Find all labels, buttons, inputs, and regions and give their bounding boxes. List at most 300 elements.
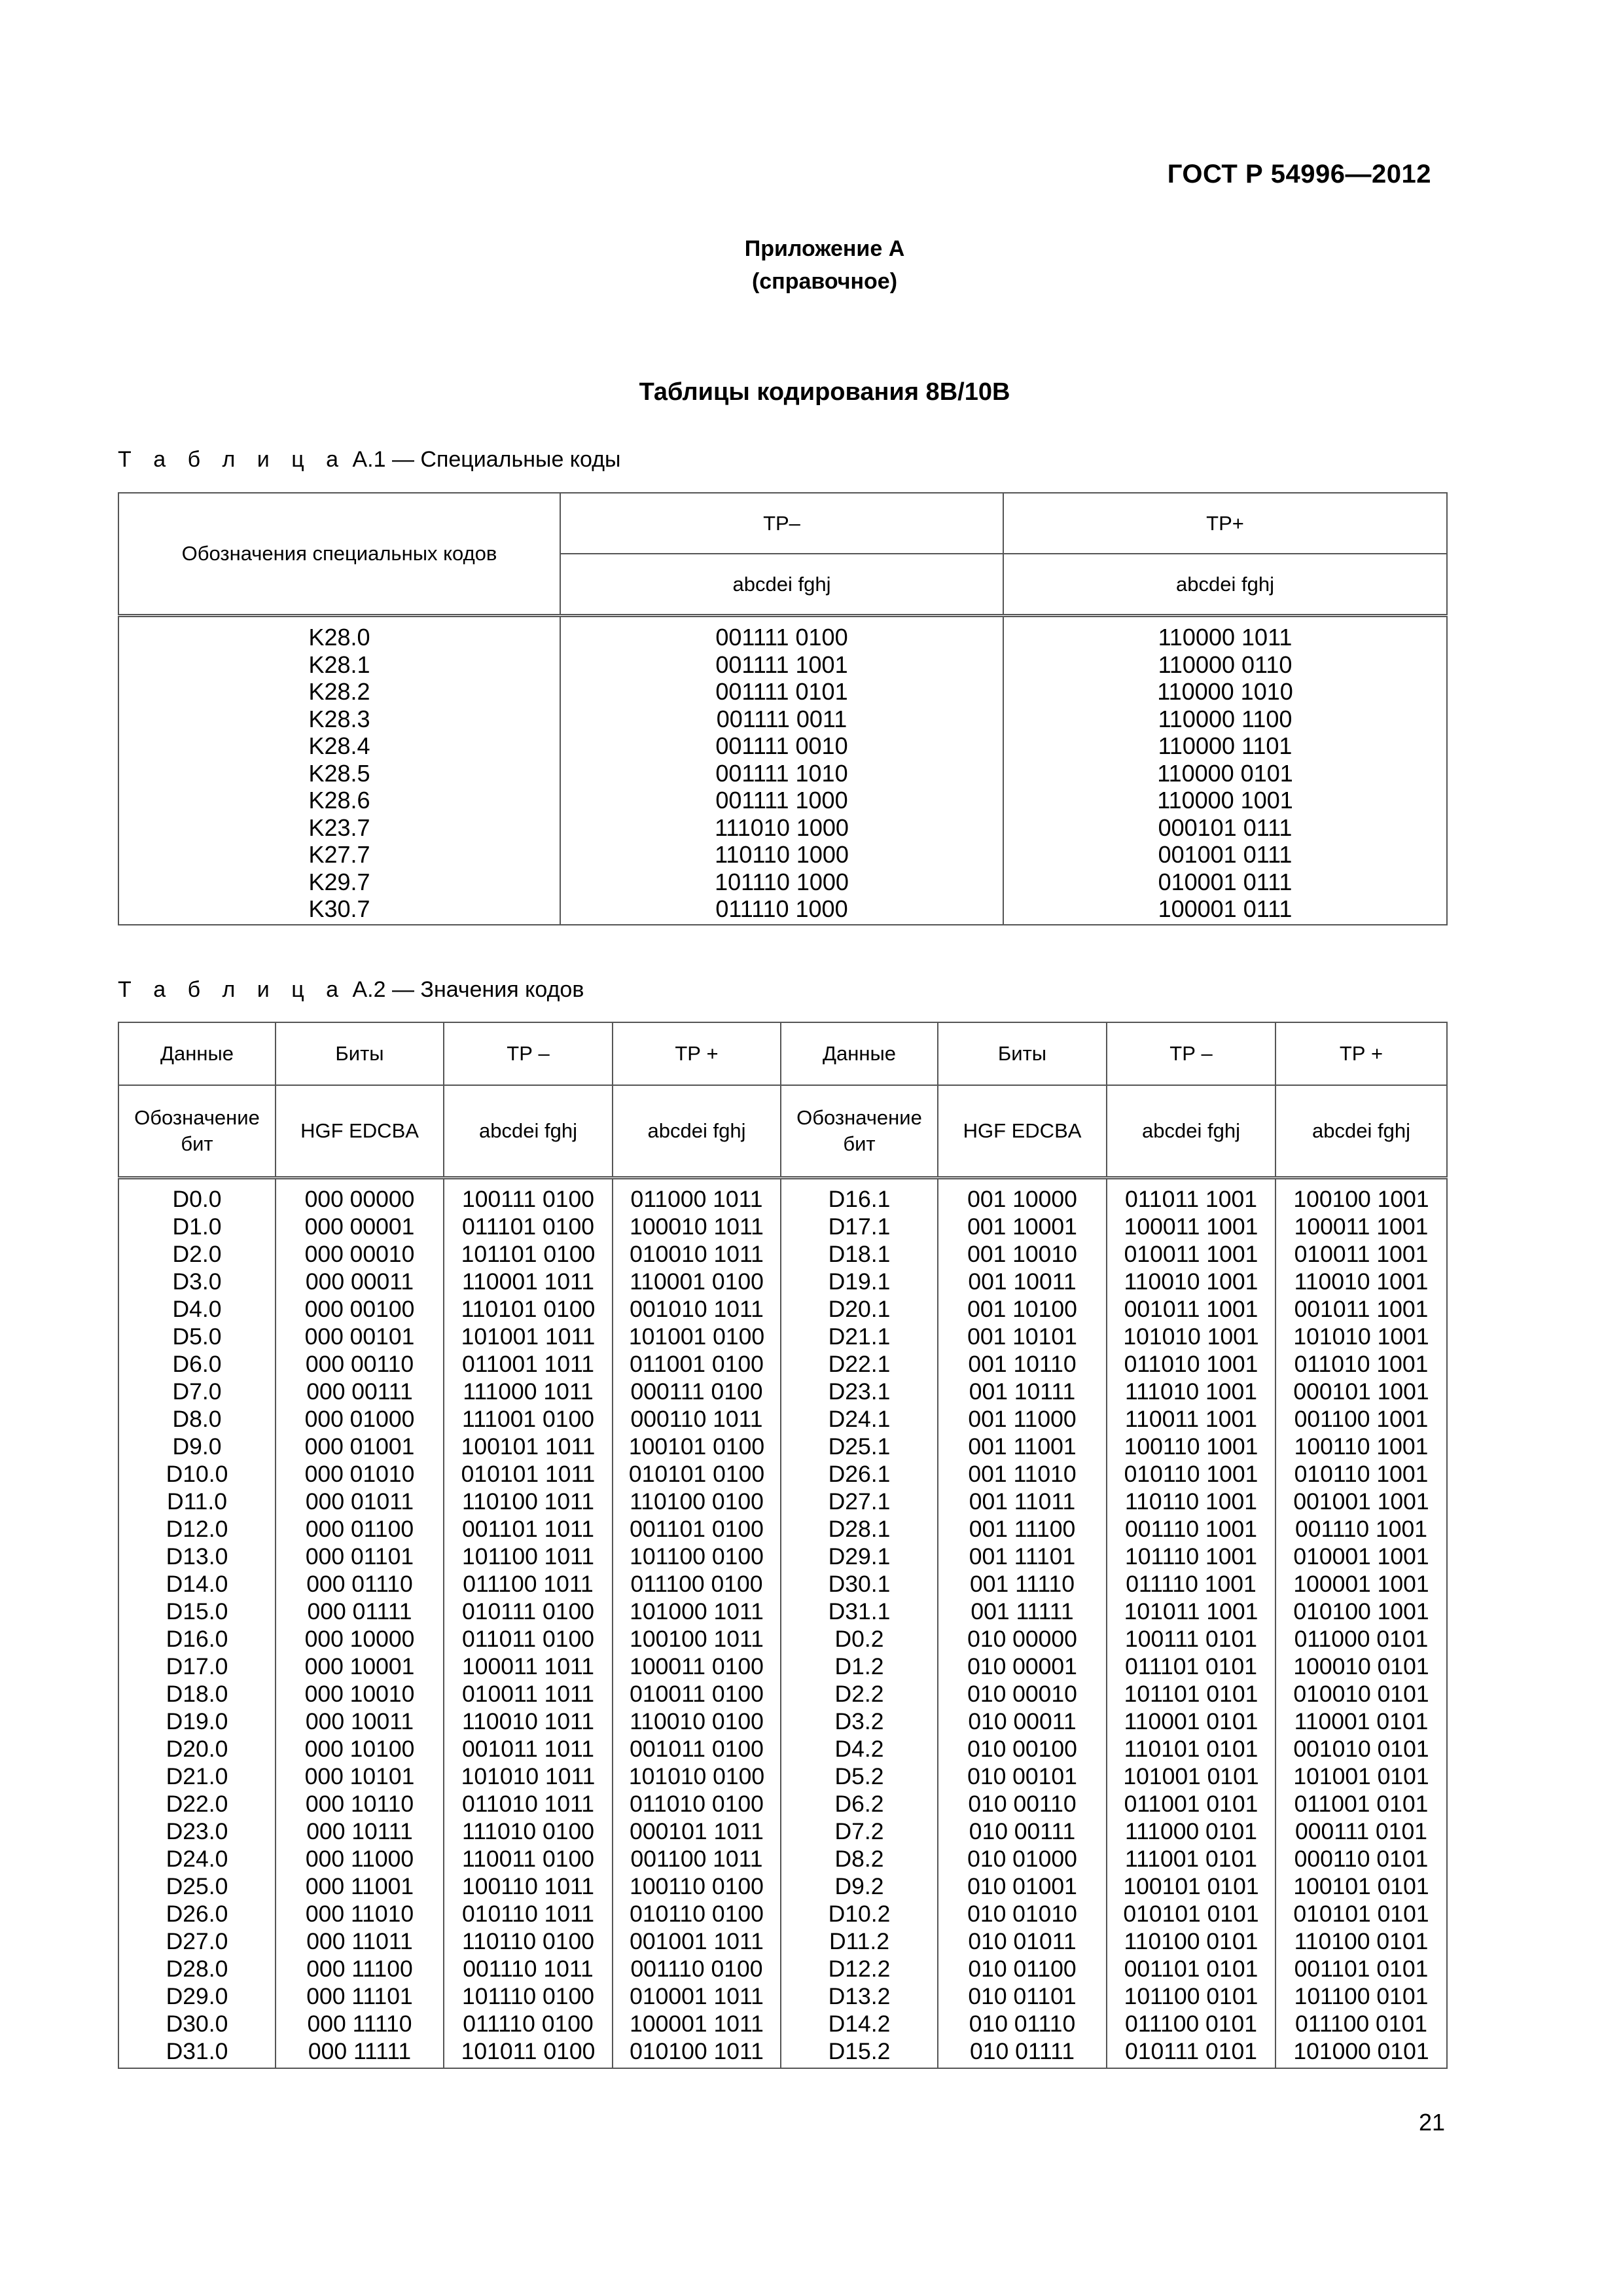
table2-caption-text: А.2 — Значения кодов: [352, 977, 584, 1002]
table-cell: 000 00000: [304, 1186, 415, 1212]
table-cell: 010 01100: [968, 1956, 1077, 1982]
table-cell: 001111 1001: [715, 651, 848, 678]
table-cell: 101101 0101: [1124, 1681, 1258, 1707]
tp-plus-column: [613, 1178, 781, 2069]
table-cell: K28.3: [308, 705, 370, 732]
tp-minus-header: ТР –: [1107, 1022, 1275, 1085]
table-cell: 100100 1011: [630, 1626, 764, 1652]
tp-minus-column: [444, 1178, 613, 2069]
table-cell: 011010 1001: [1294, 1351, 1429, 1377]
hgf-edcba-header: HGF EDCBA: [938, 1085, 1107, 1178]
table-cell: 001001 1011: [630, 1928, 764, 1954]
table-cell: D22.0: [166, 1791, 228, 1817]
table-cell: 010 01000: [967, 1846, 1077, 1872]
table-cell: 101010 1011: [461, 1763, 596, 1789]
table-cell: 000 10010: [304, 1681, 415, 1707]
table-cell: D19.0: [166, 1708, 228, 1734]
table-cell: D9.2: [834, 1873, 884, 1899]
table-cell: 000111 0101: [1294, 1818, 1428, 1844]
table-cell: 100001 1011: [630, 2011, 764, 2037]
table-cell: 110100 0101: [1294, 1928, 1429, 1954]
table-cell: 111000 1011: [463, 1378, 594, 1405]
table-cell: D15.0: [166, 1598, 228, 1624]
tp-minus-column: [560, 616, 1003, 925]
table-cell: 101110 1001: [1124, 1543, 1258, 1570]
table1-caption-label: Т а б л и ц а: [118, 447, 347, 472]
table-cell: D6.0: [172, 1351, 222, 1377]
table-cell: 001111 1000: [715, 787, 848, 814]
table-cell: 010010 1011: [630, 1241, 764, 1267]
table-cell: 100001 1001: [1293, 1571, 1429, 1597]
table-cell: 010 00111: [969, 1818, 1076, 1844]
table-cell: 111001 0100: [461, 1406, 595, 1432]
table-cell: 001 10010: [967, 1241, 1077, 1267]
table-cell: 001 11000: [968, 1406, 1077, 1432]
table-cell: 101100 0101: [1124, 1983, 1258, 2009]
table-cell: 001001 0111: [1158, 841, 1293, 868]
tp-plus-header: ТР +: [1275, 1022, 1447, 1085]
table-cell: D22.1: [828, 1351, 891, 1377]
table2-caption: [118, 977, 584, 1003]
table-cell: D17.0: [166, 1653, 228, 1679]
table-cell: 011000 1011: [630, 1186, 763, 1212]
table-cell: D24.1: [828, 1406, 891, 1432]
table-cell: D18.0: [166, 1681, 228, 1707]
table-cell: D13.2: [828, 1983, 891, 2009]
table-cell: D0.0: [172, 1186, 222, 1212]
table-cell: 011110 1001: [1126, 1571, 1257, 1597]
table-cell: 101000 1011: [630, 1598, 764, 1624]
table-cell: 110010 1001: [1294, 1268, 1429, 1295]
abcdei-fghj-header: abcdei fghj: [444, 1085, 613, 1178]
table-cell: 000 01100: [305, 1516, 414, 1542]
table-cell: D30.1: [828, 1571, 891, 1597]
table-cell: D23.0: [166, 1818, 228, 1844]
table1-caption: [118, 447, 621, 473]
table-cell: 011001 0101: [1124, 1791, 1258, 1817]
table-cell: 100101 1011: [461, 1433, 596, 1460]
table-cell: 010 01111: [970, 2038, 1075, 2064]
table-cell: D19.1: [828, 1268, 891, 1295]
table-cell: D27.0: [166, 1928, 228, 1954]
table-cell: 001101 0101: [1124, 1956, 1258, 1982]
table-cell: D23.1: [828, 1378, 891, 1405]
table-cell: D26.0: [166, 1901, 228, 1927]
section-title: [0, 378, 1623, 406]
table-cell: 011101 0100: [461, 1213, 595, 1240]
table-cell: 001111 0101: [715, 678, 848, 705]
table-cell: 011100 0101: [1124, 2011, 1258, 2037]
table-cell: K28.2: [308, 678, 370, 705]
appendix-title: Приложение А: [744, 236, 905, 261]
designation-header: Обозначение бит: [118, 1085, 276, 1178]
table-cell: D13.0: [166, 1543, 228, 1570]
table-body-row: [118, 1178, 1447, 2069]
data-column: [118, 1178, 276, 2069]
table-cell: D9.0: [172, 1433, 222, 1460]
table-cell: 101100 0101: [1294, 1983, 1429, 2009]
table-cell: 001011 0100: [630, 1736, 764, 1762]
table-cell: D4.2: [834, 1736, 884, 1762]
table-cell: 010001 0111: [1158, 868, 1293, 895]
table-cell: 010011 0100: [630, 1681, 764, 1707]
abcdei-fghj-header: abcdei fghj: [613, 1085, 781, 1178]
table-cell: 001 11010: [968, 1461, 1077, 1487]
table-cell: 110000 0110: [1158, 651, 1293, 678]
table-cell: 000 00100: [304, 1296, 415, 1322]
table-cell: 000 10011: [305, 1708, 414, 1734]
table-cell: 000 11111: [308, 2038, 412, 2064]
table-cell: 110001 0101: [1294, 1708, 1429, 1734]
table-cell: 100110 1001: [1294, 1433, 1429, 1460]
table-cell: 010101 0101: [1293, 1901, 1429, 1927]
table-cell: 110010 0100: [630, 1708, 764, 1734]
table-cell: D5.2: [834, 1763, 884, 1789]
table-cell: 000 10111: [306, 1818, 413, 1844]
table-cell: D25.1: [828, 1433, 891, 1460]
table-cell: D3.0: [172, 1268, 222, 1295]
page-number: 21: [1418, 2109, 1445, 2136]
table-cell: 001101 0101: [1294, 1956, 1429, 1982]
table-cell: 001 10110: [968, 1351, 1077, 1377]
table-cell: D24.0: [166, 1846, 228, 1872]
table-cell: 110001 1011: [461, 1268, 595, 1295]
table-cell: D31.0: [166, 2038, 228, 2064]
table-cell: D21.0: [166, 1763, 228, 1789]
table-cell: 000110 1011: [630, 1406, 763, 1432]
appendix-type: (справочное): [751, 269, 898, 294]
table-cell: 000 00010: [304, 1241, 415, 1267]
table-cell: D16.1: [828, 1186, 891, 1212]
table-cell: 001 11100: [969, 1516, 1076, 1542]
special-code-column: [118, 616, 560, 925]
table-cell: 001 10111: [969, 1378, 1076, 1405]
table-cell: 010100 1001: [1293, 1598, 1429, 1624]
table-cell: D4.0: [172, 1296, 222, 1322]
table-cell: 000 10000: [304, 1626, 415, 1652]
table-cell: D20.1: [828, 1296, 891, 1322]
table-cell: 111010 1001: [1124, 1378, 1258, 1405]
table-cell: 000 01011: [305, 1488, 414, 1515]
table-cell: 101100 0100: [630, 1543, 764, 1570]
table-cell: 000 01101: [305, 1543, 414, 1570]
table-cell: K28.1: [308, 651, 370, 678]
table-cell: K28.5: [308, 759, 370, 787]
table-cell: 001110 1001: [1124, 1516, 1258, 1542]
table-cell: 001 11001: [968, 1433, 1077, 1460]
table-cell: 000 10101: [304, 1763, 415, 1789]
table-cell: 101001 0100: [628, 1323, 765, 1350]
tp-plus-column: [1003, 616, 1447, 925]
table-cell: 110000 1011: [1158, 624, 1293, 651]
table-cell: 101011 0100: [461, 2038, 596, 2064]
table-cell: 010 00000: [967, 1626, 1077, 1652]
abcdei-fghj-header: abcdei fghj: [1107, 1085, 1275, 1178]
table-cell: 100110 1001: [1124, 1433, 1258, 1460]
tp-plus-column: [1275, 1178, 1447, 2069]
table-cell: 011010 0100: [630, 1791, 764, 1817]
table-cell: 100001 0111: [1158, 895, 1293, 922]
table-cell: D31.1: [828, 1598, 891, 1624]
table-cell: D17.1: [828, 1213, 891, 1240]
table-cell: 000111 0100: [630, 1378, 763, 1405]
table-cell: 000110 0101: [1294, 1846, 1429, 1872]
table-cell: 010101 0101: [1123, 1901, 1259, 1927]
table-cell: D28.0: [166, 1956, 228, 1982]
table-cell: 010 01010: [967, 1901, 1077, 1927]
table-cell: 010101 0100: [628, 1461, 765, 1487]
table-cell: D3.2: [834, 1708, 884, 1734]
table-cell: K23.7: [308, 814, 370, 841]
table-cell: 010110 1001: [1294, 1461, 1429, 1487]
table-cell: 001 11110: [970, 1571, 1075, 1597]
table-cell: 110001 0100: [630, 1268, 764, 1295]
bits-header: Биты: [276, 1022, 444, 1085]
table-cell: 011001 1011: [461, 1351, 595, 1377]
table-cell: 010100 1011: [630, 2038, 764, 2064]
table-cell: D15.2: [828, 2038, 891, 2064]
table2-caption-label: Т а б л и ц а: [118, 977, 347, 1002]
table-cell: 101110 0100: [461, 1983, 595, 2009]
table-cell: 001111 0100: [715, 624, 848, 651]
table-cell: 110010 1001: [1124, 1268, 1258, 1295]
table-cell: 101100 1011: [461, 1543, 595, 1570]
table-cell: 010101 1011: [461, 1461, 596, 1487]
table-cell: 101010 1001: [1293, 1323, 1429, 1350]
table-cell: 110000 1001: [1157, 787, 1293, 814]
table-cell: 101101 0100: [461, 1241, 596, 1267]
table-cell: 000101 1001: [1293, 1378, 1429, 1405]
table-cell: 110010 1011: [461, 1708, 595, 1734]
table-cell: K27.7: [308, 841, 370, 868]
table-cell: 001101 0100: [630, 1516, 764, 1542]
table-cell: 010 01001: [967, 1873, 1077, 1899]
table-cell: 001010 1011: [630, 1296, 764, 1322]
table-cell: D2.2: [834, 1681, 884, 1707]
table-cell: 011100 0101: [1294, 2011, 1428, 2037]
table-cell: 110101 0100: [461, 1296, 596, 1322]
tp-plus-header: ТР +: [613, 1022, 781, 1085]
table-cell: 001 11011: [969, 1488, 1076, 1515]
bits-header: Биты: [938, 1022, 1107, 1085]
table-cell: 011001 0100: [630, 1351, 764, 1377]
table-cell: 000 10110: [305, 1791, 414, 1817]
table-cell: 010 00101: [967, 1763, 1077, 1789]
table-cell: 010111 0101: [1124, 2038, 1258, 2064]
table-cell: 110100 0100: [630, 1488, 764, 1515]
table-cell: 001111 0010: [715, 732, 848, 759]
table-cell: 001011 1001: [1124, 1296, 1258, 1322]
table-cell: D21.1: [828, 1323, 891, 1350]
table1-caption-text: А.1 — Специальные коды: [352, 447, 621, 472]
table-cell: 000 00011: [305, 1268, 414, 1295]
table-cell: 000 10100: [304, 1736, 415, 1762]
table-cell: 010110 0100: [630, 1901, 764, 1927]
tp-minus-bits-header: abcdei fghj: [560, 554, 1003, 616]
table-cell: 000 11010: [305, 1901, 414, 1927]
table-cell: 110110 1001: [1124, 1488, 1258, 1515]
table-cell: 000 01001: [304, 1433, 415, 1460]
table-cell: 100011 0100: [630, 1653, 764, 1679]
designation-header: Обозначение бит: [781, 1085, 938, 1178]
table-cell: 010001 1011: [630, 1983, 764, 2009]
table-cell: 100111 0101: [1124, 1626, 1258, 1652]
table-cell: 010001 1001: [1293, 1543, 1429, 1570]
bits-column: [938, 1178, 1107, 2069]
tp-plus-header: ТР+: [1003, 493, 1447, 554]
table-cell: 000 11110: [307, 2011, 412, 2037]
table-cell: 010011 1001: [1124, 1241, 1258, 1267]
table-cell: 010 01101: [968, 1983, 1077, 2009]
table-cell: 001100 1001: [1294, 1406, 1429, 1432]
table-cell: 001111 1010: [715, 759, 848, 787]
table-cell: 101010 1001: [1123, 1323, 1259, 1350]
table-cell: 010 00001: [967, 1653, 1077, 1679]
table-cell: 010010 0101: [1293, 1681, 1429, 1707]
table-cell: 001 10000: [967, 1186, 1077, 1212]
abcdei-fghj-header: abcdei fghj: [1275, 1085, 1447, 1178]
table-cell: 110000 1101: [1158, 732, 1293, 759]
table-cell: D27.1: [828, 1488, 891, 1515]
table-cell: 111000 0101: [1124, 1818, 1258, 1844]
table-cell: 001010 0101: [1293, 1736, 1429, 1762]
table-cell: 000 00110: [305, 1351, 414, 1377]
table-cell: 111010 1000: [715, 814, 849, 841]
tp-minus-header: ТР–: [560, 493, 1003, 554]
special-codes-table: [118, 492, 1448, 925]
table-cell: D7.0: [172, 1378, 222, 1405]
data-header: Данные: [781, 1022, 938, 1085]
table-cell: 010 00010: [967, 1681, 1077, 1707]
table-cell: 101001 1011: [461, 1323, 596, 1350]
table-cell: 110110 0100: [461, 1928, 595, 1954]
table-cell: 110000 1010: [1157, 678, 1293, 705]
table-cell: 010 00100: [967, 1736, 1077, 1762]
table-cell: 011100 0100: [630, 1571, 763, 1597]
table-cell: 000 00101: [304, 1323, 415, 1350]
table-cell: D30.0: [166, 2011, 228, 2037]
bits-column: [276, 1178, 444, 2069]
table-cell: 001111 0011: [716, 705, 847, 732]
table-cell: 000 01111: [307, 1598, 412, 1624]
table-cell: 000 10001: [304, 1653, 415, 1679]
table-cell: 110100 0101: [1124, 1928, 1258, 1954]
table-cell: D8.2: [834, 1846, 884, 1872]
table-cell: D25.0: [166, 1873, 228, 1899]
table-cell: 100011 1001: [1294, 1213, 1429, 1240]
table-cell: 010110 1001: [1124, 1461, 1258, 1487]
table-cell: 100101 0101: [1123, 1873, 1259, 1899]
table-cell: D0.2: [834, 1626, 884, 1652]
table-cell: 100011 1011: [461, 1653, 595, 1679]
table-cell: 111001 0101: [1124, 1846, 1258, 1872]
table-cell: 001 10001: [967, 1213, 1077, 1240]
table-cell: 101110 1000: [715, 868, 849, 895]
table-cell: 001 10011: [968, 1268, 1077, 1295]
tp-plus-bits-header: abcdei fghj: [1003, 554, 1447, 616]
table-cell: 001 11101: [969, 1543, 1076, 1570]
table-cell: 100100 1001: [1293, 1186, 1429, 1212]
table-cell: 100111 0100: [461, 1186, 595, 1212]
table-cell: 000 11100: [306, 1956, 413, 1982]
appendix-heading: [0, 232, 1623, 298]
table-cell: 001001 1001: [1293, 1488, 1429, 1515]
table-cell: 010011 1001: [1294, 1241, 1429, 1267]
table-cell: 000 01010: [304, 1461, 415, 1487]
table-cell: D11.2: [829, 1928, 890, 1954]
table-cell: 010 01110: [969, 2011, 1076, 2037]
table-cell: D28.1: [828, 1516, 891, 1542]
table-cell: D26.1: [828, 1461, 891, 1487]
table-cell: 000101 1011: [630, 1818, 764, 1844]
table-cell: 000 00001: [304, 1213, 415, 1240]
table-cell: 001 10101: [967, 1323, 1077, 1350]
table-cell: 101000 0101: [1293, 2038, 1429, 2064]
table-cell: 011000 0101: [1294, 1626, 1429, 1652]
table-cell: D8.0: [172, 1406, 222, 1432]
table-cell: K28.6: [308, 787, 370, 814]
table-cell: 110000 0101: [1157, 759, 1293, 787]
table-cell: D2.0: [172, 1241, 222, 1267]
document-code: ГОСТ Р 54996—2012: [1167, 160, 1431, 188]
table-cell: D12.2: [828, 1956, 891, 1982]
table-cell: 100010 0101: [1293, 1653, 1429, 1679]
table-cell: 000 11011: [306, 1928, 413, 1954]
table-cell: K30.7: [308, 895, 370, 922]
hgf-edcba-header: HGF EDCBA: [276, 1085, 444, 1178]
table-cell: 100011 1001: [1124, 1213, 1258, 1240]
tp-minus-header: ТР –: [444, 1022, 613, 1085]
table-cell: 100101 0101: [1293, 1873, 1429, 1899]
table-cell: 001110 1001: [1294, 1516, 1428, 1542]
table-cell: 110011 1001: [1124, 1406, 1258, 1432]
table-cell: 100010 1011: [630, 1213, 764, 1240]
table-cell: 010110 1011: [461, 1901, 595, 1927]
table-cell: 101001 0101: [1293, 1763, 1429, 1789]
table-cell: 101011 1001: [1124, 1598, 1258, 1624]
table-cell: D14.2: [828, 2011, 891, 2037]
table-cell: 011101 0101: [1124, 1653, 1258, 1679]
table-cell: 000 11000: [305, 1846, 414, 1872]
table-cell: D1.0: [172, 1213, 222, 1240]
section-title-text: Таблицы кодирования 8В/10В: [639, 378, 1010, 406]
data-column: [781, 1178, 938, 2069]
table-cell: D5.0: [172, 1323, 222, 1350]
table-cell: D14.0: [166, 1571, 228, 1597]
table-cell: 110011 0100: [461, 1846, 595, 1872]
table-cell: D1.2: [834, 1653, 884, 1679]
table-cell: D29.0: [166, 1983, 228, 2009]
table-cell: 010 00011: [968, 1708, 1077, 1734]
table-cell: 010 00110: [968, 1791, 1077, 1817]
table-cell: 011011 0100: [461, 1626, 595, 1652]
code-values-table: [118, 1022, 1448, 2069]
table-cell: D6.2: [834, 1791, 884, 1817]
table-cell: D10.2: [828, 1901, 891, 1927]
table-cell: 100110 1011: [461, 1873, 595, 1899]
table-cell: D11.0: [166, 1488, 228, 1515]
table-cell: K28.4: [308, 732, 370, 759]
table-cell: D29.1: [828, 1543, 891, 1570]
table-cell: 100110 0100: [630, 1873, 764, 1899]
table-cell: 110100 1011: [461, 1488, 595, 1515]
table-body-row: [118, 616, 1447, 925]
table-cell: 001100 1011: [630, 1846, 763, 1872]
table-cell: 110110 1000: [715, 841, 849, 868]
table-cell: 101010 0100: [628, 1763, 765, 1789]
table-cell: 001011 1001: [1294, 1296, 1429, 1322]
table-cell: 100101 0100: [628, 1433, 765, 1460]
